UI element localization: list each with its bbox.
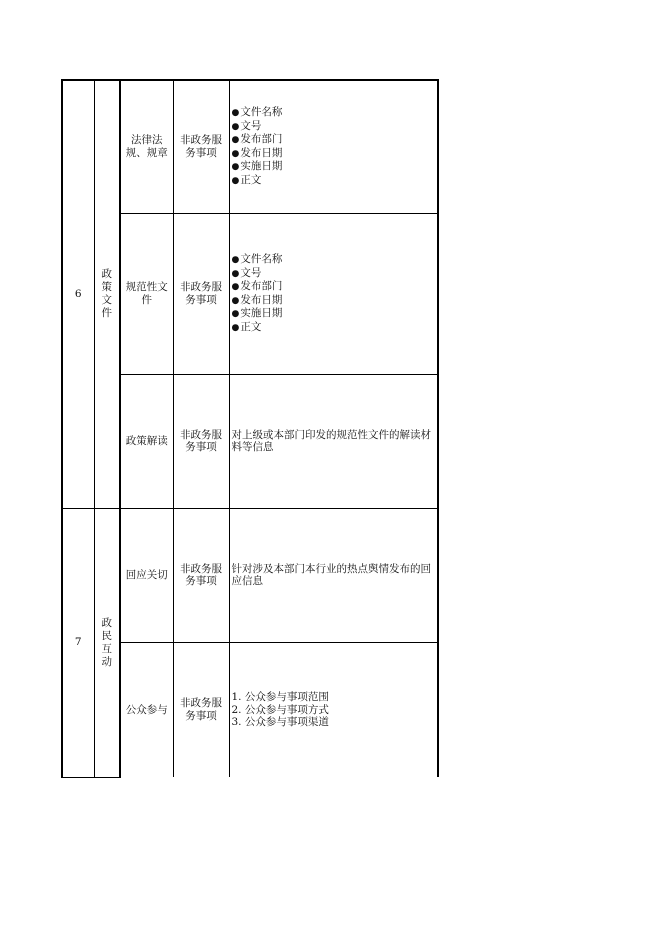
item-type-cell: 非政务服务事项 [173,80,229,213]
list-item: ●发布日期 [231,146,283,159]
list-item: ●发布部门 [231,280,283,292]
subcategory-cell: 公众参与 [120,642,173,777]
bullet-icon: ● [231,295,240,306]
list-item: 1. 公众参与事项范围 [231,691,329,703]
list-item: ●文件名称 [231,106,283,119]
item-type-cell: 非政务服务事项 [173,508,229,642]
list-item: ●正文 [231,173,262,186]
bullet-icon: ● [231,268,240,279]
content-list [232,691,436,729]
subcategory-cell: 政策解读 [120,374,173,508]
item-type-cell: 非政务服务事项 [173,374,229,508]
category-cell [94,508,120,777]
list-item: ●发布日期 [231,293,283,306]
bullet-icon: ● [231,148,240,159]
list-item: ●文号 [231,266,262,279]
row-number: 6 [62,80,94,508]
content-cell: 对上级或本部门印发的规范性文件的解读材料等信息 [229,374,438,508]
list-item: 3. 公众参与事项渠道 [231,716,329,728]
content-cell [229,642,438,777]
table-row [62,508,438,642]
table-row [62,80,438,213]
item-type-cell: 非政务服务事项 [173,213,229,374]
list-item: 2. 公众参与事项方式 [231,703,329,716]
list-item: ●文件名称 [231,253,283,265]
policy-disclosure-table [61,79,439,778]
list-item: ●文号 [231,119,262,132]
category-label: 政策文件 [101,268,112,320]
list-item: ●实施日期 [231,160,283,173]
bullet-icon: ● [231,135,240,146]
category-cell [94,80,120,508]
bullet-icon: ● [231,322,240,333]
item-type-cell: 非政务服务事项 [173,642,229,777]
subcategory-cell: 法律法规、规章 [120,80,173,213]
list-item: ●发布部门 [231,133,283,146]
content-list [232,106,436,187]
bullet-icon: ● [231,309,240,319]
category-label: 政民互动 [101,616,112,668]
subcategory-cell: 规范性文件 [120,213,173,374]
list-item: ●正文 [231,320,262,333]
bullet-icon: ● [231,162,240,173]
row-number: 7 [62,508,94,777]
bullet-icon: ● [231,255,240,265]
bullet-icon: ● [231,121,240,132]
content-cell [229,213,438,374]
subcategory-cell: 回应关切 [120,508,173,642]
content-cell: 针对涉及本部门本行业的热点舆情发布的回应信息 [229,508,438,642]
bullet-icon: ● [231,108,240,119]
bullet-icon: ● [231,282,240,292]
bullet-icon: ● [231,175,240,186]
content-cell [229,80,438,213]
list-item: ●实施日期 [231,307,283,319]
content-list [232,253,436,334]
